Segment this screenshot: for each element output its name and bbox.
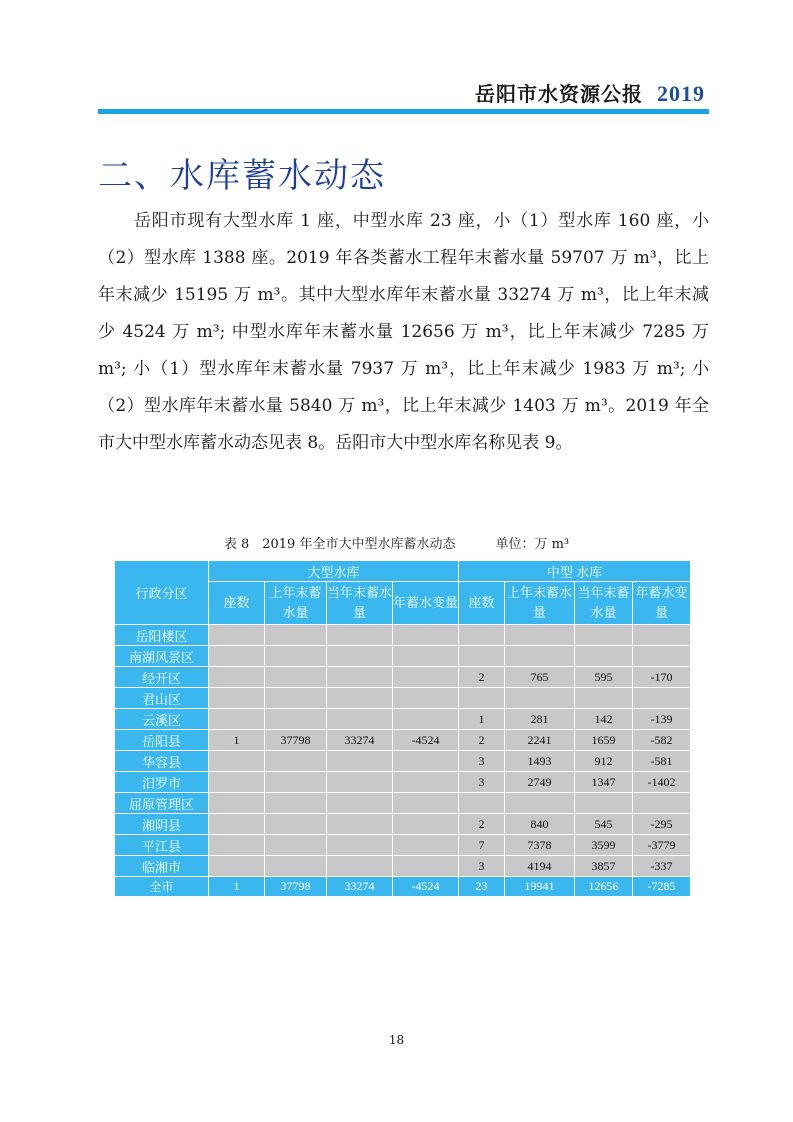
value-cell	[393, 646, 459, 667]
table-row	[115, 646, 691, 667]
value-cell: 2241	[505, 730, 575, 751]
body-paragraph: 岳阳市现有大型水库 1 座，中型水库 23 座，小（1）型水库 160 座，小（2）型水库 1388 座。2019 年各类蓄水工程年末蓄水量 59707 万 m³，比上年末减少 15195 万 m³。其中大型水库年末蓄水量 33274 万 m³，比上年末减少 4524 万 m³; 中型水库年末蓄水量 12656 万 m³，比上年末减少 7285 万 m³; 小（1）型水库年末蓄水量 7937 万 m³，比上年末减少 1983 万 m³; 小（2）型水库年末蓄水量 5840 万 m³，比上年末减少 1403 万 m³。2019 年全市大中型水库蓄水动态见表 8。岳阳市大中型水库名称见表 9。	[98, 211, 709, 453]
value-cell: 1347	[575, 772, 633, 793]
value-cell	[327, 835, 393, 856]
region-name-cell: 经开区	[115, 667, 209, 688]
total-value-cell: 19941	[505, 877, 575, 897]
table-row	[115, 730, 691, 751]
value-cell: 3	[459, 751, 505, 772]
column-header: 座数	[209, 582, 265, 625]
value-cell: -3779	[633, 835, 691, 856]
value-cell	[265, 667, 327, 688]
value-cell	[327, 709, 393, 730]
value-cell	[265, 688, 327, 709]
region-name-cell: 岳阳楼区	[115, 625, 209, 646]
value-cell: -1402	[633, 772, 691, 793]
value-cell	[505, 793, 575, 814]
value-cell	[209, 667, 265, 688]
value-cell: 545	[575, 814, 633, 835]
value-cell	[265, 856, 327, 877]
report-header	[475, 78, 705, 107]
column-header: 当年末蓄水量	[575, 582, 633, 625]
value-cell	[393, 688, 459, 709]
value-cell	[393, 856, 459, 877]
total-value-cell: -4524	[393, 877, 459, 897]
value-cell	[265, 793, 327, 814]
value-cell: 2	[459, 814, 505, 835]
value-cell	[327, 856, 393, 877]
value-cell	[209, 856, 265, 877]
column-header: 上年末蓄水量	[265, 582, 327, 625]
report-year: 2019	[657, 81, 705, 106]
value-cell	[393, 772, 459, 793]
value-cell: 1	[459, 709, 505, 730]
value-cell: -139	[633, 709, 691, 730]
value-cell: 2749	[505, 772, 575, 793]
table-row	[115, 793, 691, 814]
table-row	[115, 856, 691, 877]
value-cell: 1659	[575, 730, 633, 751]
column-header: 座数	[459, 582, 505, 625]
table-row	[115, 772, 691, 793]
column-header: 当年末蓄水量	[327, 582, 393, 625]
value-cell: 1	[209, 730, 265, 751]
region-name-cell: 云溪区	[115, 709, 209, 730]
table-row	[115, 667, 691, 688]
report-title: 岳阳市水资源公报	[475, 82, 643, 106]
value-cell: 3	[459, 856, 505, 877]
value-cell	[327, 751, 393, 772]
value-cell	[505, 646, 575, 667]
value-cell	[459, 625, 505, 646]
value-cell	[265, 835, 327, 856]
value-cell: -337	[633, 856, 691, 877]
value-cell: -581	[633, 751, 691, 772]
region-name-cell: 岳阳县	[115, 730, 209, 751]
large-reservoir-header: 大型水库	[209, 561, 459, 582]
value-cell	[575, 688, 633, 709]
value-cell: -582	[633, 730, 691, 751]
region-name-cell: 湘阴县	[115, 814, 209, 835]
total-value-cell: 37798	[265, 877, 327, 897]
value-cell	[327, 625, 393, 646]
table-row	[115, 814, 691, 835]
value-cell	[393, 751, 459, 772]
table-row	[115, 835, 691, 856]
value-cell	[209, 688, 265, 709]
value-cell	[505, 688, 575, 709]
region-name-cell: 南湖风景区	[115, 646, 209, 667]
value-cell	[209, 751, 265, 772]
total-label-cell: 全市	[115, 877, 209, 897]
total-value-cell: 23	[459, 877, 505, 897]
table-row	[115, 625, 691, 646]
value-cell: 3	[459, 772, 505, 793]
region-name-cell: 华容县	[115, 751, 209, 772]
column-header: 年蓄水变量	[393, 582, 459, 625]
table-row	[115, 709, 691, 730]
value-cell	[505, 625, 575, 646]
medium-reservoir-header: 中型 水库	[459, 561, 691, 582]
value-cell	[327, 646, 393, 667]
value-cell	[209, 814, 265, 835]
column-header: 上年末蓄水量	[505, 582, 575, 625]
value-cell	[265, 646, 327, 667]
value-cell: 142	[575, 709, 633, 730]
value-cell	[393, 814, 459, 835]
value-cell: -4524	[393, 730, 459, 751]
value-cell: 3857	[575, 856, 633, 877]
value-cell: 765	[505, 667, 575, 688]
region-name-cell: 临湘市	[115, 856, 209, 877]
value-cell: -170	[633, 667, 691, 688]
value-cell	[393, 709, 459, 730]
value-cell	[327, 814, 393, 835]
value-cell	[209, 625, 265, 646]
total-value-cell: 12656	[575, 877, 633, 897]
region-header: 行政分区	[115, 561, 209, 625]
value-cell	[209, 835, 265, 856]
total-value-cell: -7285	[633, 877, 691, 897]
total-value-cell: 33274	[327, 877, 393, 897]
value-cell	[633, 646, 691, 667]
table-caption	[0, 533, 793, 552]
value-cell	[265, 772, 327, 793]
value-cell: 840	[505, 814, 575, 835]
value-cell	[265, 709, 327, 730]
value-cell	[265, 751, 327, 772]
value-cell	[393, 625, 459, 646]
value-cell	[327, 793, 393, 814]
region-name-cell: 君山区	[115, 688, 209, 709]
value-cell: 7378	[505, 835, 575, 856]
value-cell: 3599	[575, 835, 633, 856]
value-cell	[393, 667, 459, 688]
section-title: 二、水库蓄水动态	[98, 156, 386, 196]
header-rule	[98, 109, 709, 114]
column-header: 年蓄水变量	[633, 582, 691, 625]
value-cell	[633, 688, 691, 709]
value-cell: 33274	[327, 730, 393, 751]
total-row	[115, 877, 691, 897]
value-cell	[575, 625, 633, 646]
value-cell	[327, 667, 393, 688]
value-cell: 7	[459, 835, 505, 856]
region-name-cell: 汨罗市	[115, 772, 209, 793]
value-cell	[327, 772, 393, 793]
value-cell	[633, 793, 691, 814]
table-unit: 单位：万 m³	[495, 537, 570, 552]
reservery-storage-table	[114, 560, 691, 897]
value-cell	[459, 646, 505, 667]
value-cell: 912	[575, 751, 633, 772]
value-cell	[209, 772, 265, 793]
table-row	[115, 688, 691, 709]
value-cell	[209, 709, 265, 730]
value-cell	[459, 688, 505, 709]
value-cell: 281	[505, 709, 575, 730]
value-cell	[265, 625, 327, 646]
value-cell: 2	[459, 667, 505, 688]
value-cell: 1493	[505, 751, 575, 772]
value-cell: -295	[633, 814, 691, 835]
value-cell	[393, 835, 459, 856]
value-cell	[575, 793, 633, 814]
total-value-cell: 1	[209, 877, 265, 897]
value-cell	[265, 814, 327, 835]
region-name-cell: 屈原管理区	[115, 793, 209, 814]
value-cell	[209, 793, 265, 814]
page-number: 18	[388, 1033, 405, 1047]
value-cell: 37798	[265, 730, 327, 751]
value-cell	[209, 646, 265, 667]
table-row	[115, 751, 691, 772]
value-cell	[575, 646, 633, 667]
value-cell	[459, 793, 505, 814]
region-name-cell: 平江县	[115, 835, 209, 856]
value-cell	[393, 793, 459, 814]
value-cell	[633, 625, 691, 646]
value-cell	[327, 688, 393, 709]
value-cell: 4194	[505, 856, 575, 877]
value-cell: 2	[459, 730, 505, 751]
value-cell: 595	[575, 667, 633, 688]
table-caption-title: 表 8 2019 年全市大中型水库蓄水动态	[223, 537, 456, 552]
